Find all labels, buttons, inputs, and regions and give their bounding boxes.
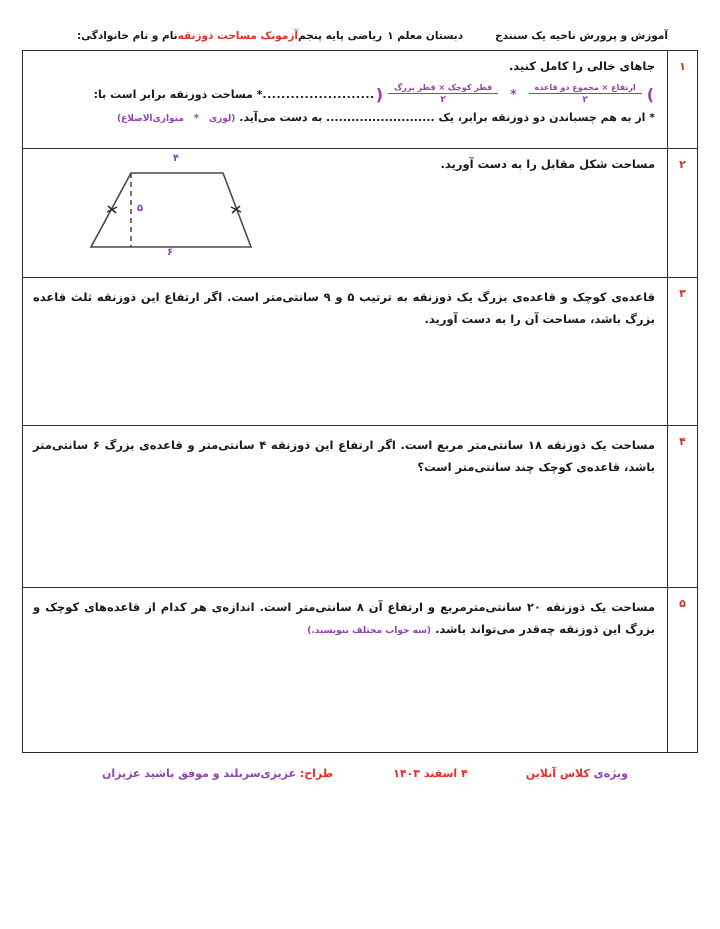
formula-operator: *	[510, 87, 517, 102]
question-5-note: (سه جواب مختلف بنویسید.)	[307, 626, 432, 637]
question-4-text: مساحت یک ذوزنقه ۱۸ سانتی‌متر مربع است. اگر ارتفاع این ذوزنقه ۴ سانتی‌متر و قاعده‌ی بزرگ ۶ سانتی‌متر باشد، قاعده‌ی کوچک چند سانتی‌متر است؟	[33, 438, 656, 475]
footer-class	[526, 767, 628, 780]
table-row	[23, 149, 697, 278]
question-5-body	[23, 588, 667, 752]
question-1-line2-part2: به دست می‌آید.	[239, 111, 327, 125]
header-exam-title: آزمونک مساحت ذوزنقه	[177, 30, 298, 42]
footer-date: ۴ اسفند ۱۴۰۳	[393, 767, 468, 780]
footer-class-name: کلاس آنلاین	[525, 767, 590, 780]
question-1-option-separator: *	[193, 113, 199, 125]
header-office: آموزش و پرورش ناحیه یک سنندج	[495, 30, 668, 42]
figure-bottom-base-label: ۶	[167, 247, 174, 258]
header-school: دبستان معلم ۱	[387, 30, 464, 42]
open-paren: (	[375, 84, 384, 104]
footer-designer-name: عزیزی	[260, 767, 296, 780]
question-number: ۴	[667, 426, 697, 587]
trapezoid-shape	[91, 173, 251, 247]
fraction-right-denominator: ۲	[440, 95, 446, 106]
figure-top-base-label: ۴	[173, 153, 180, 164]
fraction-left-denominator: ۲	[582, 95, 588, 106]
fraction-right-numerator: قطر کوچک × قطر بزرگ	[394, 83, 493, 92]
question-1-formula-line	[33, 83, 655, 105]
question-1-line2-part1: * از به هم چسباندن دو ذوزنقه برابر، یک	[434, 111, 655, 125]
questions-table	[22, 50, 698, 753]
close-paren: )	[646, 84, 654, 104]
table-row	[23, 426, 697, 588]
fraction-left	[529, 83, 642, 105]
footer-designer-label: طراح:	[299, 767, 334, 780]
question-5-text	[33, 596, 655, 641]
header-subject: ریاضی پایه پنجم	[297, 30, 383, 42]
footer-designer	[261, 767, 334, 780]
trapezoid-svg	[83, 155, 273, 263]
page-footer	[0, 753, 720, 780]
question-1-body	[23, 51, 667, 148]
question-3-text: قاعده‌ی کوچک و قاعده‌ی بزرگ یک ذوزنقه به ترتیب ۵ و ۹ سانتی‌متر است. اگر ارتفاع این ذوزنقه ثلث قاعده بزرگ باشد، مساحت آن را به دست آورید.	[33, 290, 655, 327]
question-5-main-text: مساحت یک ذوزنقه ۲۰ سانتی‌مترمربع و ارتفاع آن ۸ سانتی‌متر است. اندازه‌ی هر کدام از قاعده‌های کوچک و بزرگ این ذوزنقه چه‌قدر می‌تواند باشد.	[33, 600, 655, 637]
fraction-left-numerator: ارتفاع × مجموع دو قاعده	[534, 83, 636, 92]
question-4-body	[23, 426, 667, 587]
table-row	[23, 51, 697, 149]
question-2-body	[23, 149, 667, 277]
question-1-second-line	[33, 111, 655, 124]
question-number: ۱	[667, 51, 697, 148]
question-1-option-1: (لوزی	[208, 114, 236, 125]
question-1-blank-1: ........................	[262, 87, 375, 101]
table-row	[23, 278, 697, 426]
question-1-lead-text: * مساحت ذوزنقه برابر است با:	[93, 87, 263, 101]
question-number: ۵	[667, 588, 697, 752]
question-1-title: جاهای خالی را کامل کنید.	[508, 59, 655, 73]
page-header	[0, 0, 720, 50]
question-number: ۲	[667, 149, 697, 277]
question-number: ۳	[667, 278, 697, 425]
figure-height-label: ۵	[137, 203, 144, 214]
table-row	[23, 588, 697, 752]
fraction-right	[388, 83, 498, 105]
footer-class-prefix: ویژه‌ی	[593, 767, 628, 780]
header-student-name-label: نام و نام خانوادگی:	[76, 30, 178, 42]
footer-motto: سربلند و موفق باشید عزیزان	[102, 767, 261, 780]
trapezoid-figure	[83, 155, 273, 267]
question-2-title: مساحت شکل مقابل را به دست آورید.	[440, 157, 655, 171]
question-3-body	[23, 278, 667, 425]
question-1-option-2: متوازی‌الاضلاع)	[116, 114, 184, 125]
question-1-blank-2: ..........................	[326, 111, 435, 125]
